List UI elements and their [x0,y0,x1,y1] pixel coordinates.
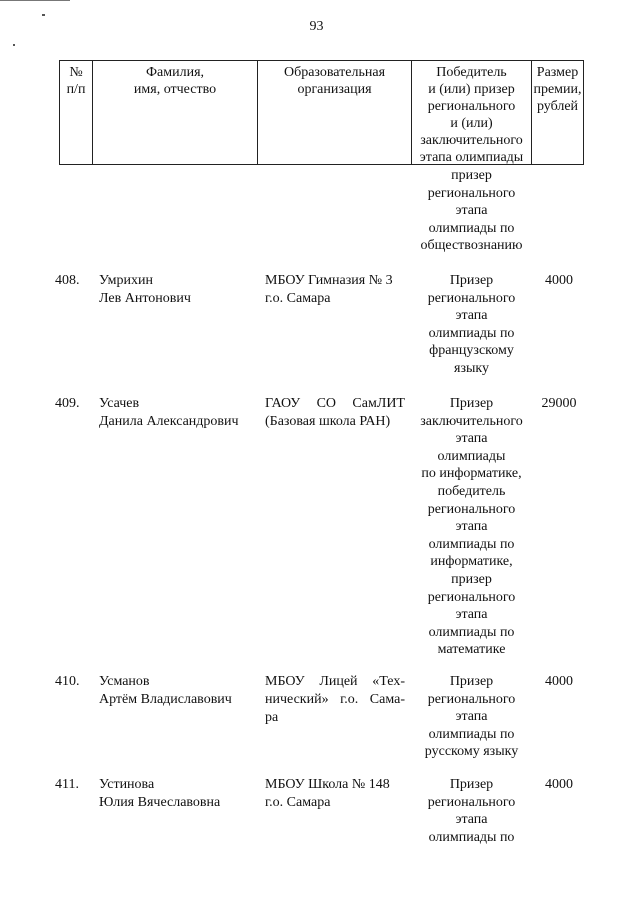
winner-status: Призер заключительного этапа олимпиады по информатике, победитель регионального этапа олимпиады по информатике, призер регионального этапа олимпиады по математике [420,396,523,658]
header-winner: Победитель и (или) призер регионального и (или) заключительного этапа олимпиады [411,60,531,165]
student-name: Усманов Артём Владиславович [99,674,232,707]
continuation-winner-text: призер регионального этапа олимпиады по обществознанию [420,168,523,254]
header-num: № п/п [59,60,92,165]
prize-amount: 4000 [545,674,573,689]
header-prize: Размер премии, рублей [531,60,584,165]
prize-amount: 29000 [541,396,577,411]
header-name: Фамилия, имя, отчество [92,60,257,165]
scan-speck [13,44,15,46]
row-number: 408. [55,273,80,288]
organization: МБОУ Школа № 148 г.о. Самара [265,777,390,810]
winner-status: Призер регионального этапа олимпиады по французскому языку [427,273,516,376]
prize-amount: 4000 [545,777,573,792]
organization: МБОУ Лицей «Тех- нический» г.о. Сама- ра [265,674,405,725]
scan-speck [42,14,45,16]
prize-amount: 4000 [545,273,573,288]
page-number: 93 [309,19,324,34]
student-name: Устинова Юлия Вячеславовна [99,777,221,810]
row-number: 409. [55,396,80,411]
header-org: Образовательная организация [257,60,411,165]
student-name: Усачев Данила Александрович [99,396,239,429]
row-number: 411. [55,777,79,792]
organization: ГАОУ СО СамЛИТ (Базовая школа РАН) [265,396,405,429]
organization: МБОУ Гимназия № 3 г.о. Самара [265,273,393,306]
student-name: Умрихин Лев Антонович [99,273,191,306]
winner-status: Призер регионального этапа олимпиады по [427,777,516,845]
header-bottom-border [59,164,584,165]
winner-status: Призер регионального этапа олимпиады по русскому языку [424,674,519,760]
scan-corner-line [0,0,70,1]
row-number: 410. [55,674,80,689]
